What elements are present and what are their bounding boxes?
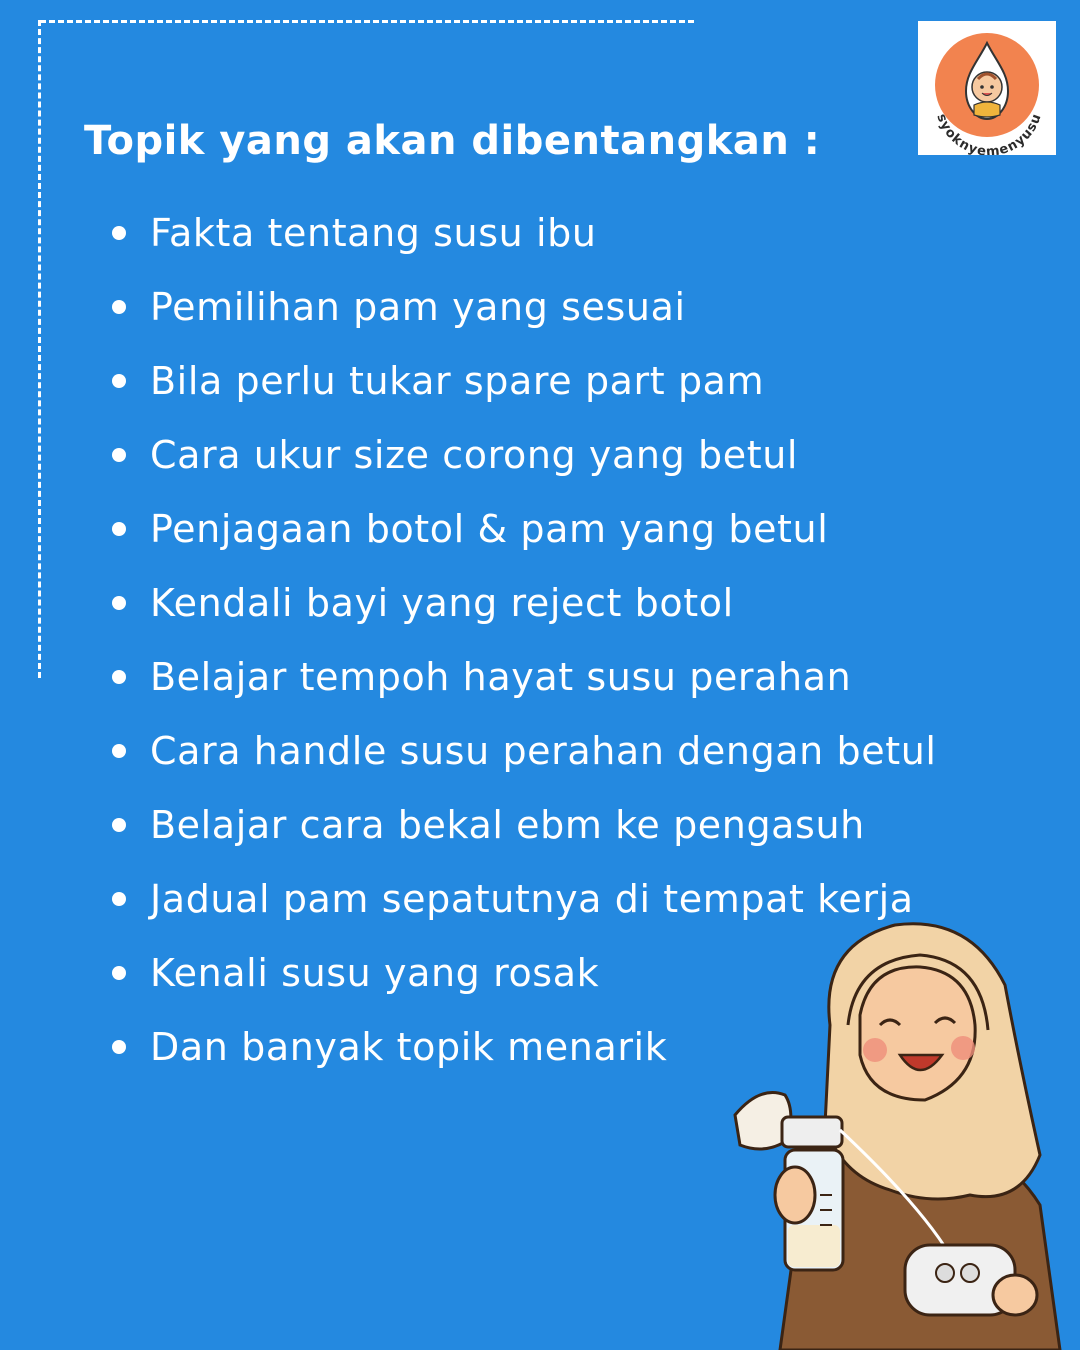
bullet-icon: [112, 1040, 126, 1054]
bullet-icon: [112, 892, 126, 906]
brand-logo: [918, 21, 1056, 155]
bullet-icon: [112, 966, 126, 980]
topic-label: Belajar tempoh hayat susu perahan: [150, 655, 852, 699]
list-item: [112, 566, 937, 640]
topic-label: Bila perlu tukar spare part pam: [150, 359, 765, 403]
bullet-icon: [112, 818, 126, 832]
bullet-icon: [112, 744, 126, 758]
list-item: [112, 196, 937, 270]
list-item: [112, 714, 937, 788]
logo-badge-icon: [918, 21, 1056, 155]
dashed-frame-top: [40, 20, 694, 23]
dashed-frame-left: [38, 20, 41, 678]
mother-with-breast-pump-illustration: [720, 905, 1080, 1350]
list-item: [112, 492, 937, 566]
bullet-icon: [112, 522, 126, 536]
bullet-icon: [112, 374, 126, 388]
topic-label: Kendali bayi yang reject botol: [150, 581, 734, 625]
list-item: [112, 418, 937, 492]
list-item: [112, 344, 937, 418]
page-title: Topik yang akan dibentangkan :: [84, 118, 821, 164]
bullet-icon: [112, 596, 126, 610]
topic-label: Penjagaan botol & pam yang betul: [150, 507, 829, 551]
bullet-icon: [112, 448, 126, 462]
logo-text: syoknyemenyusu: [933, 111, 1045, 155]
bullet-icon: [112, 300, 126, 314]
list-item: [112, 270, 937, 344]
topic-label: Cara ukur size corong yang betul: [150, 433, 799, 477]
topic-label: Fakta tentang susu ibu: [150, 211, 597, 255]
list-item: [112, 788, 937, 862]
topic-label: Jadual pam sepatutnya di tempat kerja: [150, 877, 914, 921]
topic-label: Belajar cara bekal ebm ke pengasuh: [150, 803, 865, 847]
bullet-icon: [112, 226, 126, 240]
topic-label: Dan banyak topik menarik: [150, 1025, 668, 1069]
bullet-icon: [112, 670, 126, 684]
topic-label: Kenali susu yang rosak: [150, 951, 600, 995]
topic-label: Cara handle susu perahan dengan betul: [150, 729, 937, 773]
topic-label: Pemilihan pam yang sesuai: [150, 285, 686, 329]
list-item: [112, 640, 937, 714]
